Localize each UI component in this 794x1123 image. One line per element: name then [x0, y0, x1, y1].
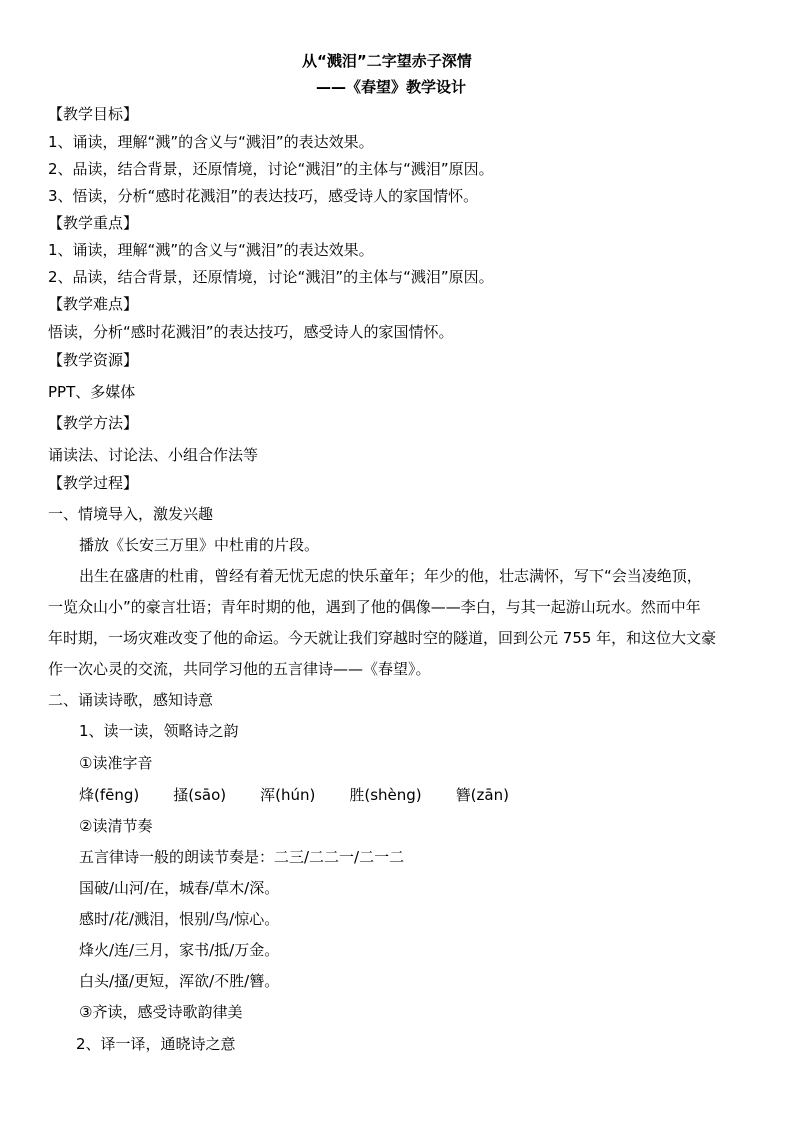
step1-heading: 1、读一读，领略诗之韵 [79, 722, 239, 740]
section1-paragraph-2-line: 作一次心灵的交流，共同学习他的五言律诗——《春望》。 [48, 660, 431, 678]
poem-line: 国破/山河/在，城春/草木/深。 [79, 879, 280, 897]
resources-text: PPT、多媒体 [48, 383, 136, 401]
section1-paragraph-2-line: 出生在盛唐的杜甫，曾经有着无忧无虑的快乐童年；年少的他，壮志满怀，写下“会当凌绝顶， [79, 567, 702, 585]
methods-text: 诵读法、讨论法、小组合作法等 [48, 446, 259, 464]
goal-item: 3、悟读，分析“感时花溅泪”的表达技巧，感受诗人的家国情怀。 [48, 187, 479, 205]
process-heading: 【教学过程】 [48, 474, 139, 492]
section2-heading: 二、诵读诗歌，感知诗意 [48, 691, 214, 709]
pinyin-row [79, 785, 543, 805]
step1-a: ①读准字音 [79, 754, 153, 772]
goal-item: 2、品读，结合背景，还原情境，讨论“溅泪”的主体与“溅泪”原因。 [48, 160, 494, 178]
doc-title: 从“溅泪”二字望赤子深情 [302, 52, 472, 70]
section1-paragraph-2-line: 一览众山小”的豪言壮语；青年时期的他，遇到了他的偶像——李白，与其一起游山玩水。然而中年 [48, 598, 701, 616]
rhythm-intro: 五言律诗一般的朗读节奏是：二三/二二一/二一二 [79, 848, 405, 866]
pinyin-item: 浑(hún) [260, 786, 316, 804]
goal-item: 1、诵读，理解“溅”的含义与“溅泪”的表达效果。 [48, 133, 374, 151]
difficulty-heading: 【教学难点】 [48, 295, 139, 313]
key-item: 2、品读，结合背景，还原情境，讨论“溅泪”的主体与“溅泪”原因。 [48, 268, 494, 286]
pinyin-item: 胜(shèng) [349, 786, 422, 804]
difficulty-text: 悟读，分析“感时花溅泪”的表达技巧，感受诗人的家国情怀。 [48, 323, 454, 341]
doc-subtitle: ——《春望》教学设计 [316, 78, 467, 96]
pinyin-item: 搔(sāo) [173, 786, 227, 804]
step2-heading: 2、译一译，通晓诗之意 [76, 1035, 236, 1053]
poem-line: 白头/搔/更短，浑欲/不胜/簪。 [79, 972, 280, 990]
pinyin-item: 烽(fēng) [79, 786, 140, 804]
resources-heading: 【教学资源】 [48, 351, 139, 369]
poem-line: 烽火/连/三月，家书/抵/万金。 [79, 941, 280, 959]
pinyin-item: 簪(zān) [455, 786, 509, 804]
key-heading: 【教学重点】 [48, 214, 139, 232]
step1-c: ③齐读，感受诗歌韵律美 [79, 1003, 243, 1021]
section1-paragraph-1: 播放《长安三万里》中杜甫的片段。 [79, 536, 320, 554]
step1-b: ②读清节奏 [79, 817, 153, 835]
goals-heading: 【教学目标】 [48, 105, 139, 123]
section1-heading: 一、情境导入，激发兴趣 [48, 505, 214, 523]
section1-paragraph-2-line: 年时期，一场灾难改变了他的命运。今天就让我们穿越时空的隧道，回到公元 755 年，和这位大文豪 [48, 629, 717, 647]
poem-line: 感时/花/溅泪，恨别/鸟/惊心。 [79, 910, 280, 928]
key-item: 1、诵读，理解“溅”的含义与“溅泪”的表达效果。 [48, 241, 374, 259]
methods-heading: 【教学方法】 [48, 414, 139, 432]
